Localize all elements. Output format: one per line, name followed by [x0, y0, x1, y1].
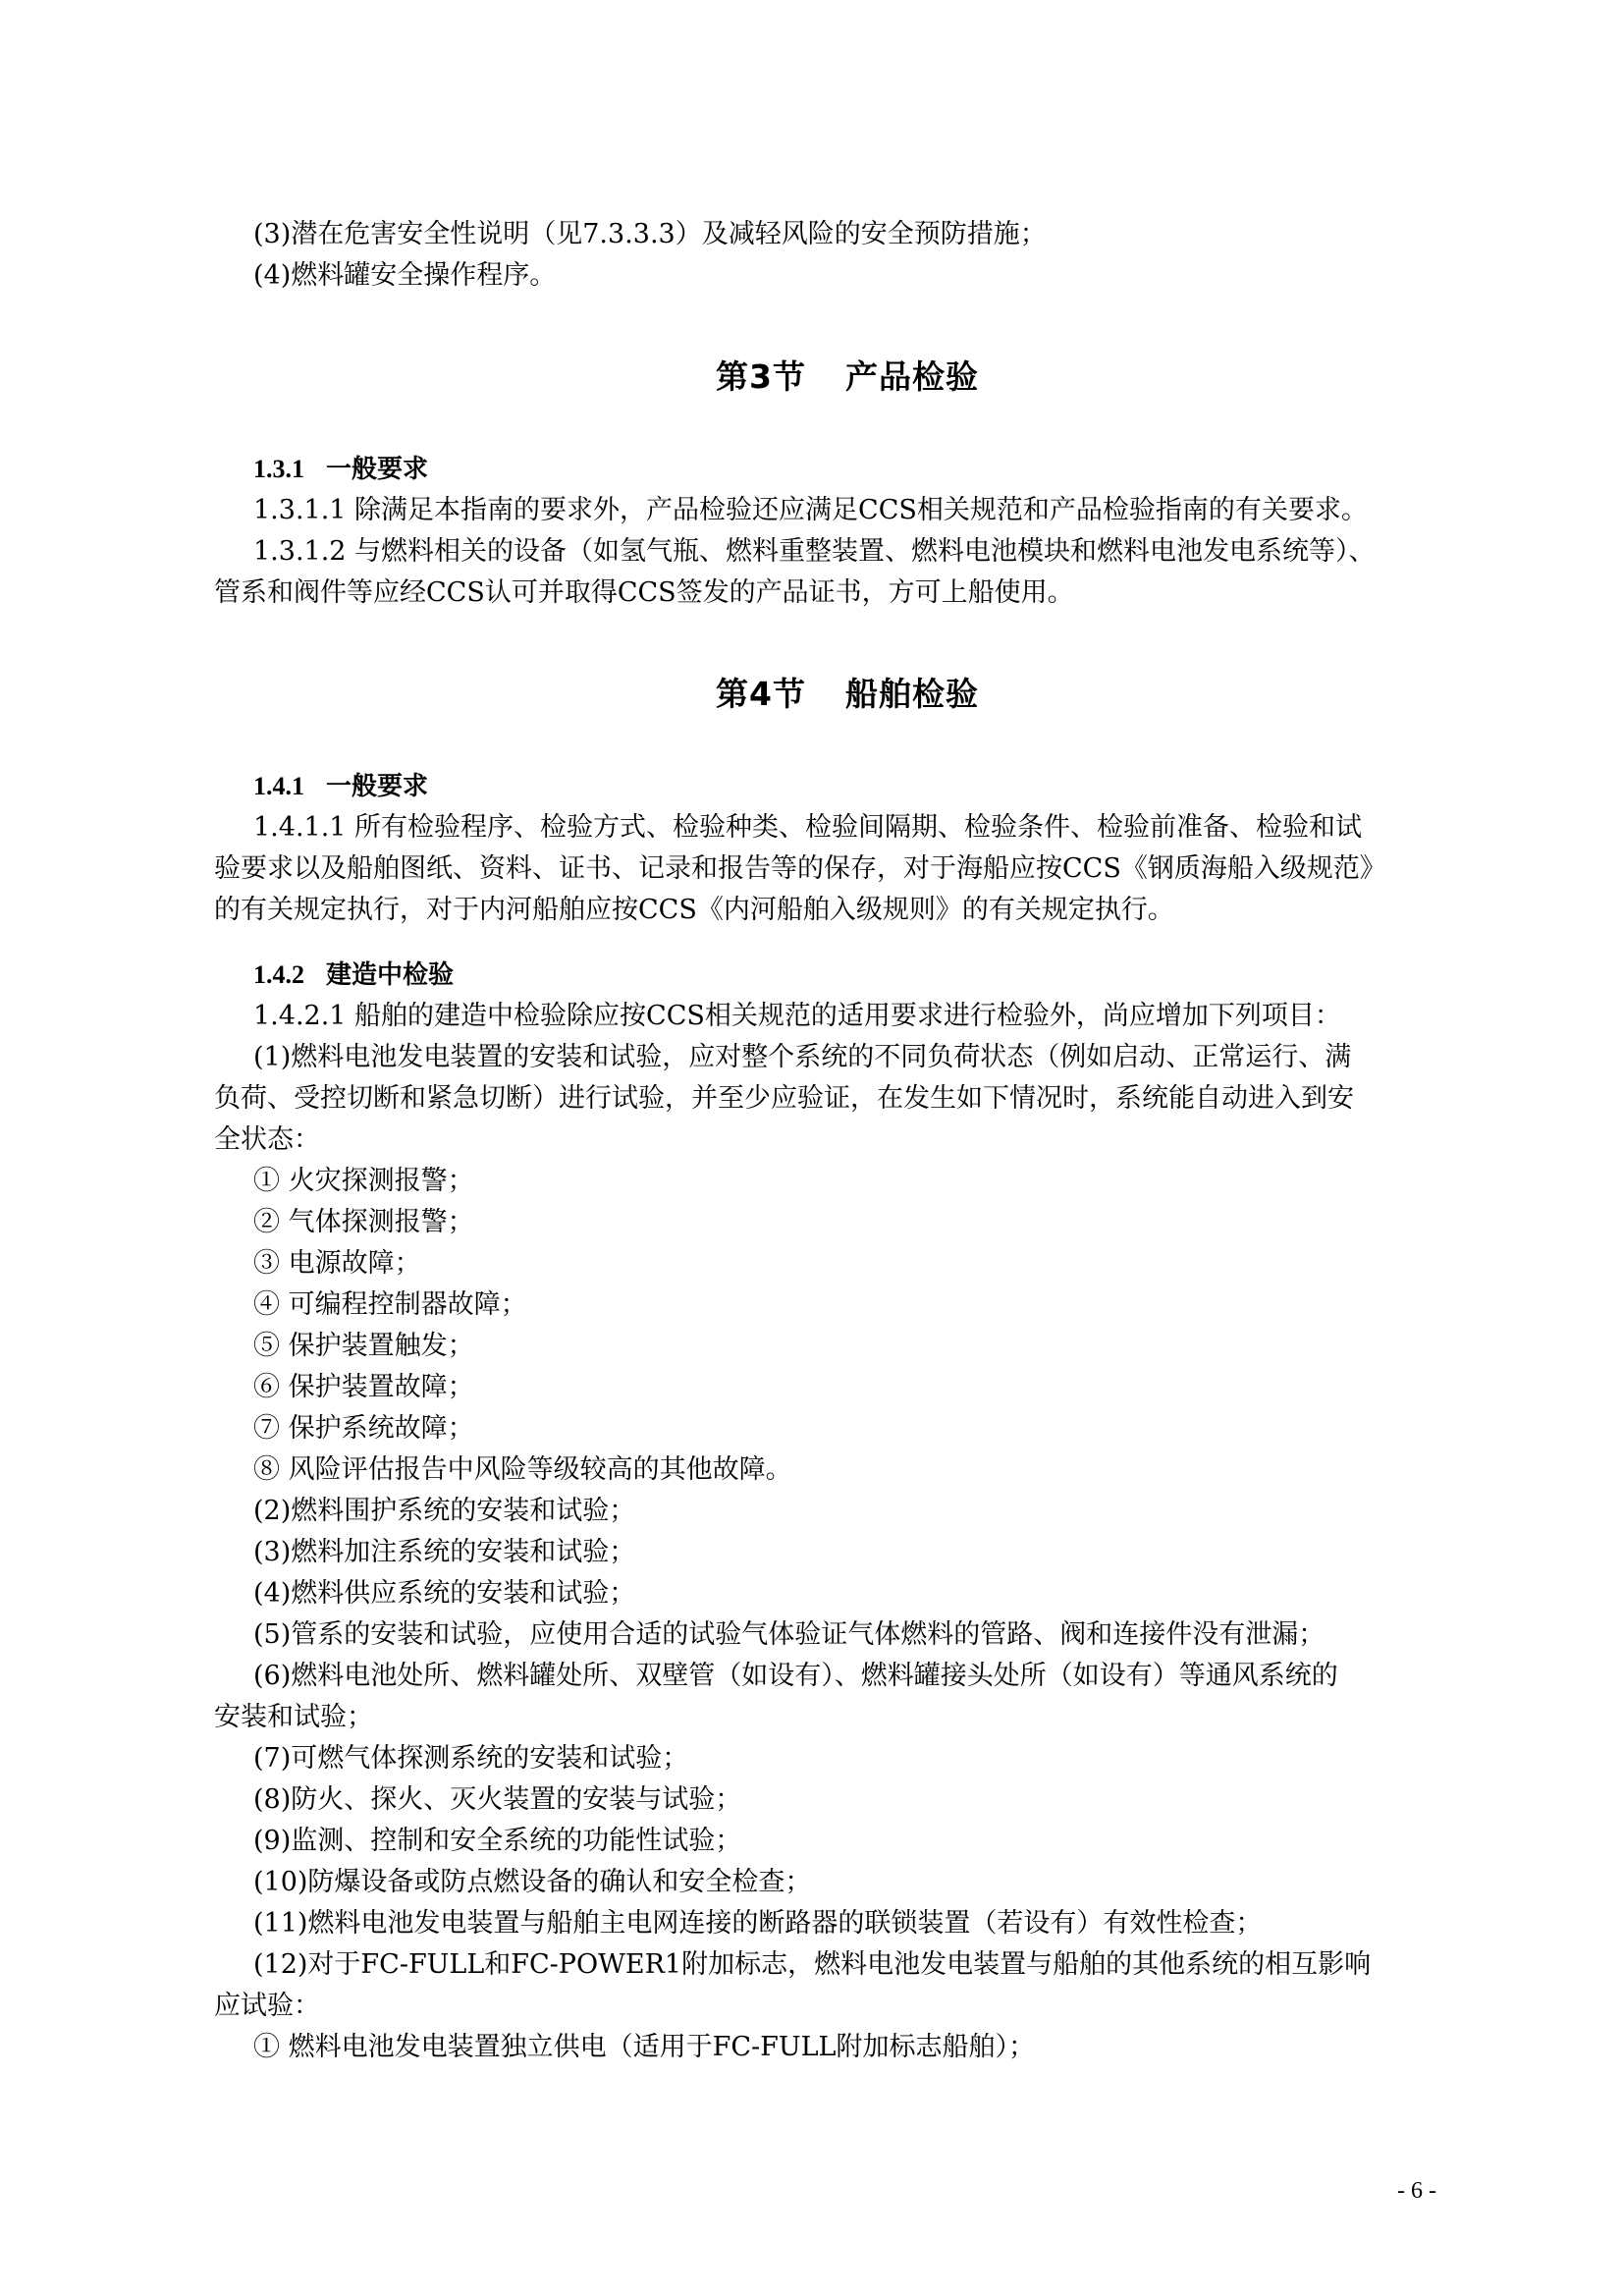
list-item: (4)燃料供应系统的安装和试验； — [253, 1578, 636, 1609]
circled-item: ① 火灾探测报警； — [253, 1166, 474, 1196]
paragraph-continuation: 的有关规定执行，对于内河船舶应按CCS《内河船舶入级规则》的有关规定执行。 — [214, 895, 1174, 925]
document-page — [214, 214, 1441, 2068]
list-item: (2)燃料围护系统的安装和试验； — [253, 1496, 636, 1526]
list-item: (4)燃料罐安全操作程序。 — [253, 260, 557, 291]
paragraph: 1.3.1.2 与燃料相关的设备（如氢气瓶、燃料重整装置、燃料电池模块和燃料电池发电系统等）、 — [253, 536, 1376, 567]
section-number: 第3节 — [716, 357, 806, 396]
list-item: (7)可燃气体探测系统的安装和试验； — [253, 1743, 689, 1774]
list-item: (9)监测、控制和安全系统的功能性试验； — [253, 1826, 742, 1856]
list-item-continuation: 负荷、受控切断和紧急切断）进行试验，并至少应验证，在发生如下情况时，系统能自动进入到安 — [214, 1083, 1354, 1114]
list-item: (5)管系的安装和试验，应使用合适的试验气体验证气体燃料的管路、阀和连接件没有泄漏； — [253, 1619, 1325, 1650]
circled-item: ⑤ 保护装置触发； — [253, 1331, 474, 1361]
list-item: (6)燃料电池处所、燃料罐处所、双壁管（如设有）、燃料罐接头处所（如设有）等通风系统的 — [253, 1661, 1338, 1691]
paragraph-continuation: 验要求以及船舶图纸、资料、证书、记录和报告等的保存，对于海船应按CCS《钢质海船入级规范》 — [214, 853, 1386, 884]
section-4-heading — [253, 669, 1441, 715]
list-item: (8)防火、探火、灭火装置的安装与试验； — [253, 1784, 742, 1815]
subsection-heading: 1.4.2 建造中检验 — [253, 960, 455, 990]
paragraph-continuation: 管系和阀件等应经CCS认可并取得CCS签发的产品证书，方可上船使用。 — [214, 577, 1074, 608]
list-item: (3)燃料加注系统的安装和试验； — [253, 1537, 636, 1567]
circled-item: ② 气体探测报警； — [253, 1207, 474, 1237]
circled-item: ⑦ 保护系统故障； — [253, 1413, 474, 1444]
circled-item: ③ 电源故障； — [253, 1248, 421, 1279]
list-item-continuation: 安装和试验； — [214, 1702, 373, 1732]
list-item: (12)对于FC-FULL和FC-POWER1附加标志，燃料电池发电装置与船舶的其他系统的相互影响 — [253, 1949, 1372, 1980]
paragraph: 1.4.1.1 所有检验程序、检验方式、检验种类、检验间隔期、检验条件、检验前准备、检验和试 — [253, 812, 1363, 843]
list-item: (11)燃料电池发电装置与船舶主电网连接的断路器的联锁装置（若设有）有效性检查； — [253, 1908, 1263, 1939]
list-item: (10)防爆设备或防点燃设备的确认和安全检查； — [253, 1867, 812, 1897]
subsection-heading: 1.4.1 一般要求 — [253, 772, 429, 801]
section-number: 第4节 — [716, 675, 806, 713]
circled-item: ④ 可编程控制器故障； — [253, 1289, 527, 1320]
section-title: 船舶检验 — [844, 675, 979, 713]
subsection-heading: 1.3.1 一般要求 — [253, 455, 429, 484]
circled-item: ① 燃料电池发电装置独立供电（适用于FC-FULL附加标志船舶）； — [253, 2032, 1035, 2062]
circled-item: ⑥ 保护装置故障； — [253, 1372, 474, 1402]
page-number: - 6 - — [1397, 2178, 1436, 2204]
section-title: 产品检验 — [844, 357, 979, 396]
section-3-heading — [253, 352, 1441, 398]
paragraph: 1.3.1.1 除满足本指南的要求外，产品检验还应满足CCS相关规范和产品检验指南的有关要求。 — [253, 495, 1368, 525]
list-item-continuation: 应试验： — [214, 1991, 320, 2021]
list-item: (3)潜在危害安全性说明（见7.3.3.3）及减轻风险的安全预防措施； — [253, 219, 1047, 249]
list-item-continuation: 全状态： — [214, 1124, 320, 1155]
paragraph: 1.4.2.1 船舶的建造中检验除应按CCS相关规范的适用要求进行检验外，尚应增加下列项目： — [253, 1001, 1341, 1031]
list-item: (1)燃料电池发电装置的安装和试验，应对整个系统的不同负荷状态（例如启动、正常运行、满 — [253, 1042, 1352, 1072]
circled-item: ⑧ 风险评估报告中风险等级较高的其他故障。 — [253, 1454, 792, 1485]
